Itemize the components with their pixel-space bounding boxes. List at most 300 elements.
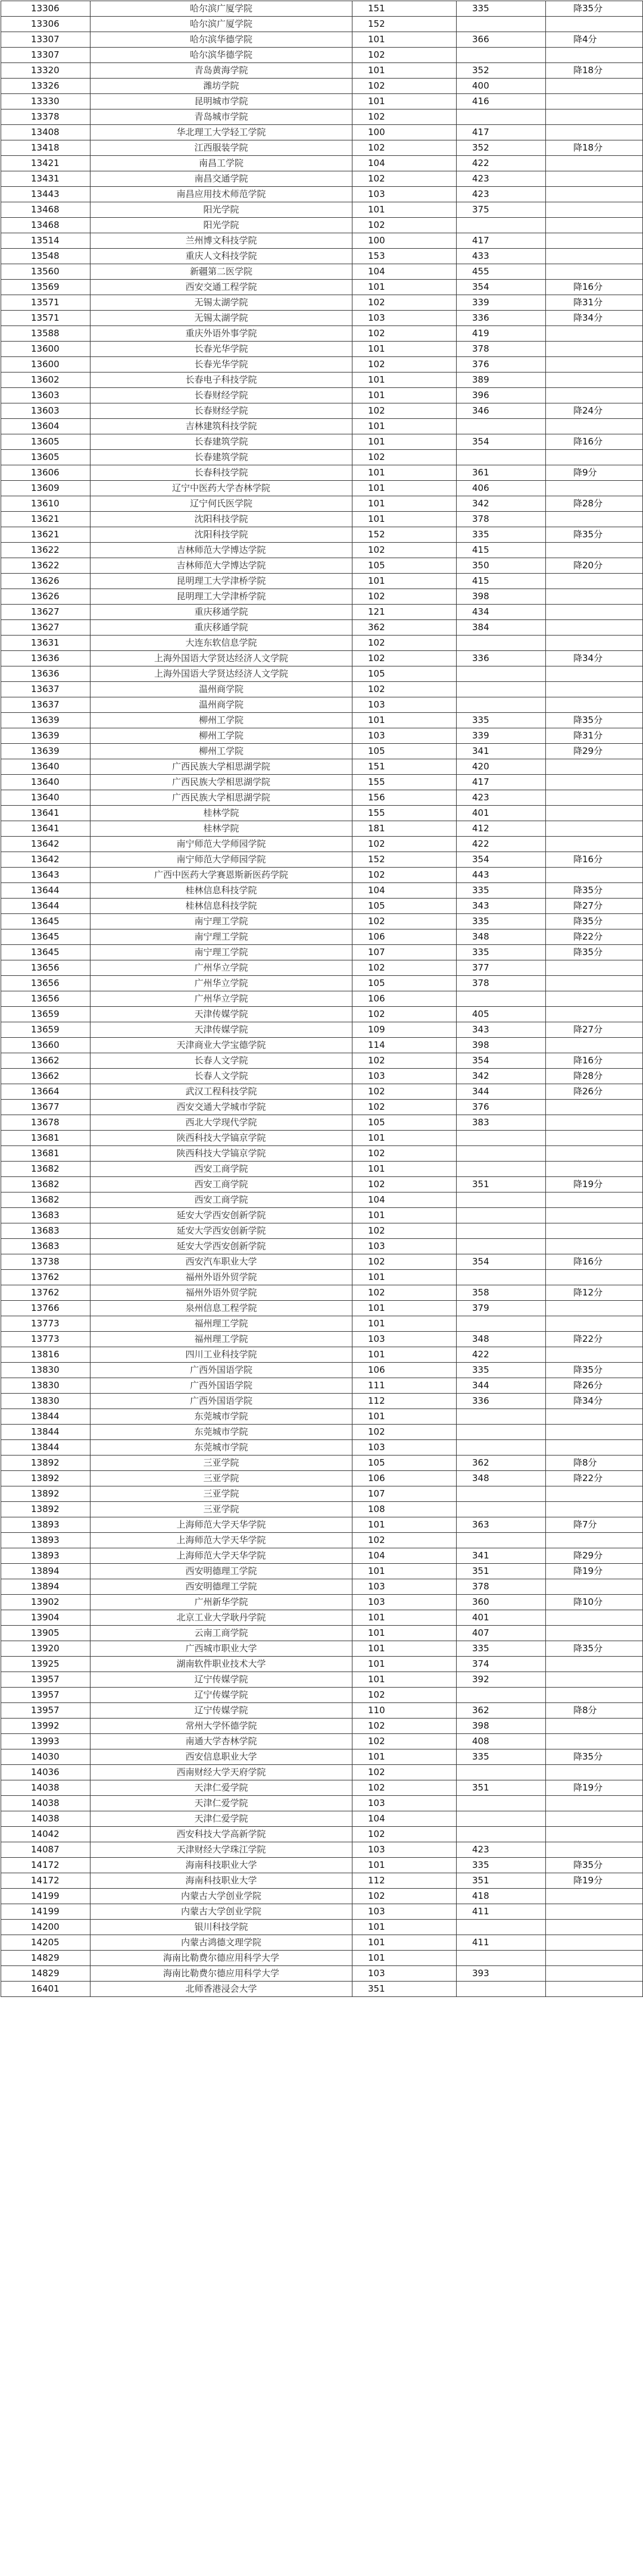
school-name-cell: 阳光学院 [90,218,352,233]
table-row [1,899,643,914]
school-name-cell: 延安大学西安创新学院 [90,1208,352,1223]
school-code-cell: 13830 [1,1363,90,1378]
school-name-cell: 桂林信息科技学院 [90,883,352,899]
school-code-cell: 13548 [1,249,90,264]
score-drop-cell: 降4分 [546,32,643,48]
major-group-cell: 103 [352,1904,457,1920]
table-row [1,1657,643,1672]
score-drop-cell: 降7分 [546,1517,643,1533]
score-drop-cell: 降34分 [546,651,643,666]
min-score-cell [457,1146,546,1162]
score-drop-cell [546,1192,643,1208]
school-code-cell: 13605 [1,434,90,450]
min-score-cell: 406 [457,481,546,496]
min-score-cell: 398 [457,1038,546,1053]
major-group-cell: 362 [352,620,457,636]
school-name-cell: 广西民族大学相思湖学院 [90,775,352,790]
major-group-cell: 102 [352,326,457,342]
school-code-cell: 13642 [1,837,90,852]
major-group-cell: 101 [352,1626,457,1641]
min-score-cell: 352 [457,140,546,156]
major-group-cell: 102 [352,171,457,187]
school-name-cell: 南宁理工学院 [90,914,352,929]
school-name-cell: 昆明理工大学津桥学院 [90,589,352,605]
school-code-cell: 13762 [1,1285,90,1301]
table-row [1,1177,643,1192]
school-code-cell: 13468 [1,218,90,233]
school-code-cell: 13681 [1,1146,90,1162]
school-code-cell: 13659 [1,1007,90,1022]
score-drop-cell: 降29分 [546,744,643,759]
min-score-cell: 354 [457,1254,546,1270]
school-name-cell: 温州商学院 [90,697,352,713]
school-code-cell: 13645 [1,929,90,945]
score-drop-cell [546,682,643,697]
major-group-cell: 105 [352,899,457,914]
table-row [1,1146,643,1162]
score-drop-cell [546,1889,643,1904]
min-score-cell: 335 [457,1363,546,1378]
major-group-cell: 102 [352,682,457,697]
major-group-cell: 101 [352,434,457,450]
min-score-cell: 383 [457,1115,546,1131]
min-score-cell: 389 [457,373,546,388]
min-score-cell: 401 [457,806,546,821]
major-group-cell: 101 [352,1672,457,1688]
min-score-cell: 354 [457,280,546,295]
school-code-cell: 13659 [1,1022,90,1038]
min-score-cell [457,17,546,32]
major-group-cell: 112 [352,1394,457,1409]
school-name-cell: 延安大学西安创新学院 [90,1239,352,1254]
score-drop-cell [546,1827,643,1842]
major-group-cell: 102 [352,450,457,465]
min-score-cell [457,1316,546,1332]
min-score-cell: 343 [457,1022,546,1038]
school-name-cell: 天津仁爱学院 [90,1780,352,1796]
school-code-cell: 13892 [1,1486,90,1502]
school-name-cell: 内蒙古大学创业学院 [90,1889,352,1904]
major-group-cell: 102 [352,403,457,419]
school-code-cell: 13662 [1,1069,90,1084]
school-code-cell: 14038 [1,1780,90,1796]
min-score-cell [457,218,546,233]
school-name-cell: 泉州信息工程学院 [90,1301,352,1316]
table-row [1,1703,643,1719]
school-code-cell: 13682 [1,1192,90,1208]
score-drop-cell [546,1007,643,1022]
table-row [1,450,643,465]
school-code-cell: 13830 [1,1378,90,1394]
major-group-cell: 102 [352,1425,457,1440]
table-row [1,1796,643,1811]
table-row [1,1223,643,1239]
school-code-cell: 13641 [1,821,90,837]
major-group-cell: 105 [352,744,457,759]
table-row [1,543,643,558]
score-drop-cell: 降27分 [546,1022,643,1038]
table-row [1,1100,643,1115]
major-group-cell: 101 [352,1316,457,1332]
min-score-cell: 423 [457,171,546,187]
table-row [1,1719,643,1734]
major-group-cell: 152 [352,527,457,543]
score-drop-cell [546,481,643,496]
school-name-cell: 吉林建筑科技学院 [90,419,352,434]
school-code-cell: 13773 [1,1316,90,1332]
school-code-cell: 13643 [1,868,90,883]
major-group-cell: 108 [352,1502,457,1517]
min-score-cell: 350 [457,558,546,574]
school-name-cell: 华北理工大学轻工学院 [90,125,352,140]
major-group-cell: 104 [352,264,457,280]
school-name-cell: 南宁师范大学师园学院 [90,837,352,852]
min-score-cell: 419 [457,326,546,342]
table-row [1,1192,643,1208]
min-score-cell [457,682,546,697]
school-name-cell: 柳州工学院 [90,728,352,744]
school-name-cell: 广西外国语学院 [90,1378,352,1394]
score-drop-cell: 降9分 [546,465,643,481]
school-name-cell: 重庆外语外事学院 [90,326,352,342]
table-row [1,280,643,295]
table-row [1,868,643,883]
major-group-cell: 102 [352,1007,457,1022]
school-code-cell: 13656 [1,976,90,991]
score-drop-cell [546,156,643,171]
table-row [1,481,643,496]
major-group-cell: 101 [352,1749,457,1765]
min-score-cell: 362 [457,1703,546,1719]
score-drop-cell [546,1100,643,1115]
score-drop-cell: 降19分 [546,1873,643,1889]
school-code-cell: 13408 [1,125,90,140]
table-row [1,976,643,991]
school-name-cell: 广州华立学院 [90,991,352,1007]
major-group-cell: 105 [352,558,457,574]
school-name-cell: 吉林师范大学博达学院 [90,558,352,574]
table-row [1,883,643,899]
school-name-cell: 西安汽车职业大学 [90,1254,352,1270]
score-drop-cell [546,388,643,403]
school-name-cell: 吉林师范大学博达学院 [90,543,352,558]
school-name-cell: 上海外国语大学贤达经济人文学院 [90,666,352,682]
min-score-cell: 342 [457,1069,546,1084]
score-drop-cell [546,1131,643,1146]
school-code-cell: 13656 [1,960,90,976]
school-name-cell: 武汉工程科技学院 [90,1084,352,1100]
score-drop-cell [546,326,643,342]
score-drop-cell: 降19分 [546,1780,643,1796]
min-score-cell: 348 [457,929,546,945]
major-group-cell: 101 [352,465,457,481]
major-group-cell: 151 [352,759,457,775]
table-row [1,218,643,233]
school-name-cell: 广州华立学院 [90,976,352,991]
min-score-cell: 336 [457,311,546,326]
table-row [1,1641,643,1657]
school-code-cell: 14036 [1,1765,90,1780]
table-row [1,1734,643,1749]
school-name-cell: 辽宁何氏医学院 [90,496,352,512]
school-code-cell: 13418 [1,140,90,156]
min-score-cell: 354 [457,434,546,450]
score-drop-cell: 降35分 [546,1,643,17]
min-score-cell: 417 [457,125,546,140]
min-score-cell: 398 [457,1719,546,1734]
min-score-cell [457,1131,546,1146]
school-code-cell: 14042 [1,1827,90,1842]
school-code-cell: 13637 [1,682,90,697]
school-name-cell: 上海师范大学天华学院 [90,1517,352,1533]
major-group-cell: 103 [352,1842,457,1858]
major-group-cell: 102 [352,651,457,666]
major-group-cell: 101 [352,388,457,403]
table-row [1,1394,643,1409]
school-name-cell: 广州新华学院 [90,1595,352,1610]
min-score-cell [457,1223,546,1239]
score-drop-cell [546,636,643,651]
table-row [1,1904,643,1920]
table-row [1,1425,643,1440]
table-row [1,1951,643,1966]
table-row [1,1208,643,1223]
table-row [1,558,643,574]
major-group-cell: 103 [352,1579,457,1595]
school-name-cell: 桂林信息科技学院 [90,899,352,914]
table-row [1,605,643,620]
table-row [1,388,643,403]
table-row [1,759,643,775]
score-drop-cell [546,666,643,682]
score-drop-cell [546,697,643,713]
school-name-cell: 南通大学杏林学院 [90,1734,352,1749]
score-drop-cell [546,1115,643,1131]
score-drop-cell: 降28分 [546,496,643,512]
min-score-cell [457,1208,546,1223]
school-code-cell: 13644 [1,899,90,914]
table-row [1,202,643,218]
table-row [1,1316,643,1332]
school-code-cell: 13992 [1,1719,90,1734]
major-group-cell: 105 [352,1456,457,1471]
school-code-cell: 13925 [1,1657,90,1672]
score-drop-cell [546,79,643,94]
min-score-cell: 358 [457,1285,546,1301]
major-group-cell: 101 [352,496,457,512]
major-group-cell: 103 [352,187,457,202]
table-row [1,1858,643,1873]
score-drop-cell [546,543,643,558]
major-group-cell: 102 [352,1223,457,1239]
table-row [1,1022,643,1038]
min-score-cell: 433 [457,249,546,264]
school-name-cell: 长春光华学院 [90,342,352,357]
major-group-cell: 103 [352,1966,457,1982]
min-score-cell [457,1688,546,1703]
score-drop-cell: 降29分 [546,1548,643,1564]
min-score-cell: 377 [457,960,546,976]
table-row [1,837,643,852]
school-name-cell: 天津传媒学院 [90,1022,352,1038]
table-row [1,775,643,790]
min-score-cell [457,109,546,125]
school-code-cell: 13610 [1,496,90,512]
table-row [1,1517,643,1533]
score-drop-cell [546,976,643,991]
school-name-cell: 海南科技职业大学 [90,1873,352,1889]
major-group-cell: 103 [352,728,457,744]
score-drop-cell [546,1796,643,1811]
min-score-cell: 351 [457,1780,546,1796]
school-code-cell: 13569 [1,280,90,295]
major-group-cell: 351 [352,1982,457,1997]
major-group-cell: 121 [352,605,457,620]
school-name-cell: 西安科技大学高新学院 [90,1827,352,1842]
school-code-cell: 13641 [1,806,90,821]
score-drop-cell [546,1672,643,1688]
table-row [1,1827,643,1842]
school-name-cell: 陕西科技大学镐京学院 [90,1131,352,1146]
school-code-cell: 13560 [1,264,90,280]
min-score-cell: 411 [457,1935,546,1951]
major-group-cell: 101 [352,94,457,109]
table-row [1,1688,643,1703]
school-code-cell: 13602 [1,373,90,388]
table-row [1,1920,643,1935]
score-drop-cell: 降35分 [546,1363,643,1378]
min-score-cell [457,1162,546,1177]
school-code-cell: 13639 [1,728,90,744]
score-drop-cell: 降26分 [546,1084,643,1100]
min-score-cell: 416 [457,94,546,109]
school-name-cell: 长春财经学院 [90,403,352,419]
table-row [1,295,643,311]
school-name-cell: 上海师范大学天华学院 [90,1548,352,1564]
score-drop-cell [546,218,643,233]
school-code-cell: 13957 [1,1688,90,1703]
table-row [1,1409,643,1425]
major-group-cell: 102 [352,868,457,883]
major-group-cell: 103 [352,1796,457,1811]
school-code-cell: 13631 [1,636,90,651]
score-drop-cell [546,187,643,202]
school-code-cell: 14205 [1,1935,90,1951]
school-name-cell: 三亚学院 [90,1471,352,1486]
school-code-cell: 13905 [1,1626,90,1641]
major-group-cell: 105 [352,1115,457,1131]
min-score-cell: 405 [457,1007,546,1022]
table-row [1,1378,643,1394]
major-group-cell: 103 [352,1440,457,1456]
school-code-cell: 13920 [1,1641,90,1657]
min-score-cell [457,1920,546,1935]
school-name-cell: 长春人文学院 [90,1053,352,1069]
school-code-cell: 13320 [1,63,90,79]
score-drop-cell [546,837,643,852]
min-score-cell: 455 [457,264,546,280]
score-drop-cell [546,109,643,125]
school-name-cell: 哈尔滨广厦学院 [90,1,352,17]
school-name-cell: 西安工商学院 [90,1177,352,1192]
min-score-cell: 354 [457,1053,546,1069]
score-drop-cell: 降35分 [546,945,643,960]
school-name-cell: 无锡太湖学院 [90,295,352,311]
table-row [1,1069,643,1084]
min-score-cell: 374 [457,1657,546,1672]
school-code-cell: 13571 [1,311,90,326]
min-score-cell [457,1827,546,1842]
score-drop-cell [546,450,643,465]
table-row [1,311,643,326]
min-score-cell: 348 [457,1332,546,1347]
min-score-cell: 335 [457,1,546,17]
school-name-cell: 天津仁爱学院 [90,1796,352,1811]
major-group-cell: 106 [352,1363,457,1378]
min-score-cell [457,1409,546,1425]
table-row [1,1332,643,1347]
score-drop-cell [546,1719,643,1734]
min-score-cell [457,1796,546,1811]
major-group-cell: 102 [352,109,457,125]
score-drop-cell [546,94,643,109]
school-name-cell: 南宁理工学院 [90,929,352,945]
min-score-cell: 335 [457,527,546,543]
table-row [1,806,643,821]
score-drop-cell: 降22分 [546,1332,643,1347]
school-code-cell: 13830 [1,1394,90,1409]
school-code-cell: 13640 [1,759,90,775]
score-drop-cell [546,249,643,264]
min-score-cell: 378 [457,512,546,527]
score-drop-cell [546,1502,643,1517]
school-code-cell: 13609 [1,481,90,496]
school-name-cell: 南昌工学院 [90,156,352,171]
table-row [1,666,643,682]
table-row [1,682,643,697]
score-drop-cell: 降26分 [546,1378,643,1394]
major-group-cell: 102 [352,1100,457,1115]
table-row [1,1548,643,1564]
major-group-cell: 101 [352,1131,457,1146]
score-drop-cell [546,1301,643,1316]
major-group-cell: 103 [352,1332,457,1347]
min-score-cell: 341 [457,1548,546,1564]
major-group-cell: 155 [352,806,457,821]
table-row [1,1363,643,1378]
min-score-cell: 423 [457,1842,546,1858]
score-drop-cell: 降34分 [546,311,643,326]
score-drop-cell: 降16分 [546,1053,643,1069]
school-name-cell: 新疆第二医学院 [90,264,352,280]
school-code-cell: 13957 [1,1703,90,1719]
major-group-cell: 181 [352,821,457,837]
school-code-cell: 14038 [1,1811,90,1827]
table-row [1,171,643,187]
major-group-cell: 112 [352,1873,457,1889]
min-score-cell: 398 [457,589,546,605]
major-group-cell: 101 [352,32,457,48]
min-score-cell: 336 [457,1394,546,1409]
min-score-cell [457,991,546,1007]
min-score-cell: 363 [457,1517,546,1533]
major-group-cell: 109 [352,1022,457,1038]
school-code-cell: 13604 [1,419,90,434]
min-score-cell: 335 [457,1641,546,1657]
score-drop-cell [546,1966,643,1982]
table-row [1,1564,643,1579]
min-score-cell: 344 [457,1084,546,1100]
